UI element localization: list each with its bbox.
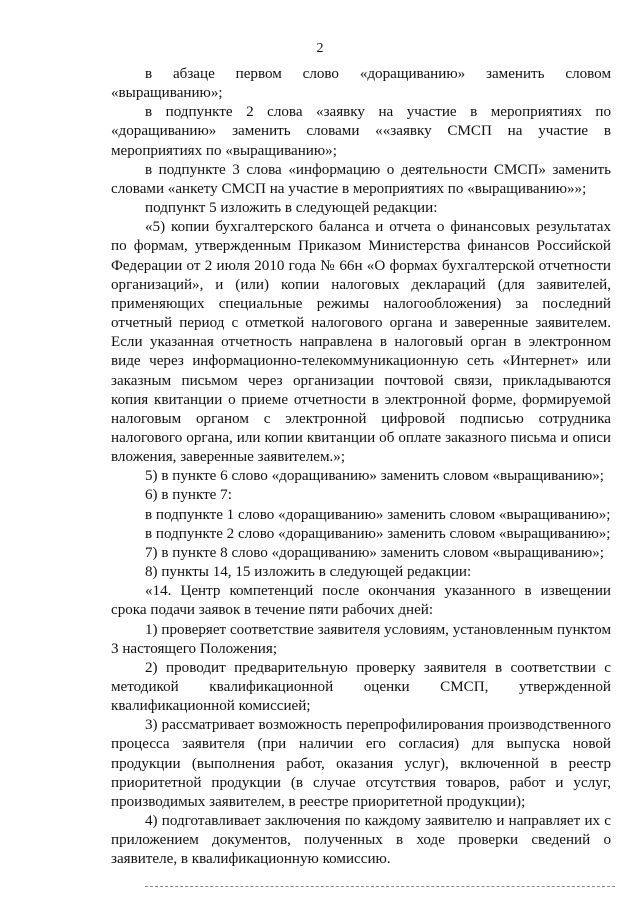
paragraph: в подпункте 2 слово «доращиванию» заменить словом «выращиванию»; [145,525,611,542]
footer-rule [145,886,615,887]
paragraph: «14. Центр компетенций после окончания указанного в извещении срока подачи заявок в течение пяти рабочих дней: [111,583,611,619]
paragraph: 4) подготавливает заключения по каждому заявителю и направляет их с приложением документов, полученных в ходе проверки сведений о заявителе, в квалификационную комиссию. [111,813,611,868]
paragraph: в подпункте 3 слова «информацию о деятельности СМСП» заменить словами «анкету СМСП на участие в мероприятиях по «выращиванию»»; [111,161,611,197]
paragraph: в абзаце первом слово «доращиванию» заменить словом «выращиванию»; [111,66,611,102]
paragraph: в подпункте 1 слово «доращиванию» заменить словом «выращиванию»; [145,506,611,523]
paragraph: 5) в пункте 6 слово «доращиванию» заменить словом «выращиванию»; [145,468,604,485]
paragraph: 2) проводит предварительную проверку заявителя в соответствии с методикой квалификационной оценки СМСП, утвержденной квалификационной комиссией; [111,659,611,715]
paragraph: подпункт 5 изложить в следующей редакции: [145,200,438,217]
paragraph: в подпункте 2 слова «заявку на участие в мероприятиях по «доращиванию» заменить словами ««заявку СМСП на участие в мероприятиях по «выращиванию»; [111,104,611,159]
paragraph: «5) копии бухгалтерского баланса и отчета о финансовых результатах по формам, утвержденным Приказом Министерства финансов Российской Федерации от 2 июля 2010 года № 66н «О формах бухгалтерской отчетности организаций», и (или) копии налоговых деклараций (для заявителей, применяющих специальные режимы налогообложения) за последний отчетный период с отметкой налогового органа и заверенные заявителем. Если указанная отчетность направлена в налоговый орган в электронном виде через информационно-телекоммуникационную сеть «Интернет» или заказным письмом через организации почтовой связи, прикладываются копия квитанции о приеме отчетности в электронной форме, формируемой налоговым органом с электронной цифровой подписью сотрудника налогового органа, или копии квитанции об оплате заказного письма и описи вложения, заверенные заявителем.»; [111,219,611,466]
paragraph: 6) в пункте 7: [145,487,232,504]
page-number: 2 [316,41,324,56]
paragraph: 7) в пункте 8 слово «доращиванию» заменить словом «выращиванию»; [145,544,604,561]
document-body [111,65,611,870]
paragraph: 8) пункты 14, 15 изложить в следующей редакции: [145,564,472,581]
paragraph: 1) проверяет соответствие заявителя условиям, установленным пунктом 3 настоящего Положения; [111,621,611,657]
paragraph: 3) рассматривает возможность перепрофилирования производственного процесса заявителя (при наличии его согласия) для выпуска новой продукции (выполнения работ, оказания услуг), включенной в реестр приоритетной продукции (в случае отсутствия товаров, работ и услуг, производимых заявителем, в реестре приоритетной продукции); [111,717,611,810]
